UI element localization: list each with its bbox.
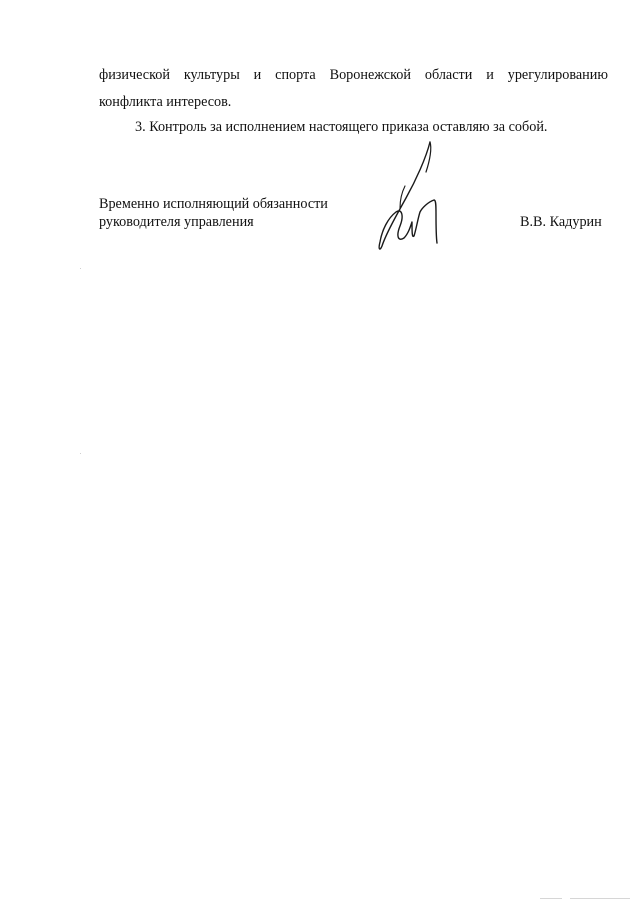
- signatory-title-line-1: Временно исполняющий обязанности: [99, 196, 328, 212]
- word: культуры: [183, 67, 240, 83]
- signatory-title-line-2: руководителя управления: [99, 214, 254, 230]
- word: физической: [99, 67, 170, 83]
- handwritten-signature: [372, 138, 452, 253]
- word: и: [486, 67, 494, 83]
- word: области: [424, 67, 473, 83]
- paragraph-line-1: [99, 66, 608, 84]
- paragraph-line-2: конфликта интересов.: [99, 94, 232, 110]
- word: Воронежской: [329, 67, 411, 83]
- scan-artifact: [570, 898, 630, 899]
- word: и: [253, 67, 262, 83]
- item-3-text: 3. Контроль за исполнением настоящего приказа оставляю за собой.: [135, 119, 548, 135]
- scan-artifact: [80, 453, 81, 454]
- signatory-name: В.В. Кадурин: [520, 214, 602, 230]
- scan-artifact: [80, 268, 81, 269]
- word: спорта: [275, 67, 316, 83]
- word: урегулированию: [507, 67, 608, 83]
- scan-artifact: [540, 898, 562, 899]
